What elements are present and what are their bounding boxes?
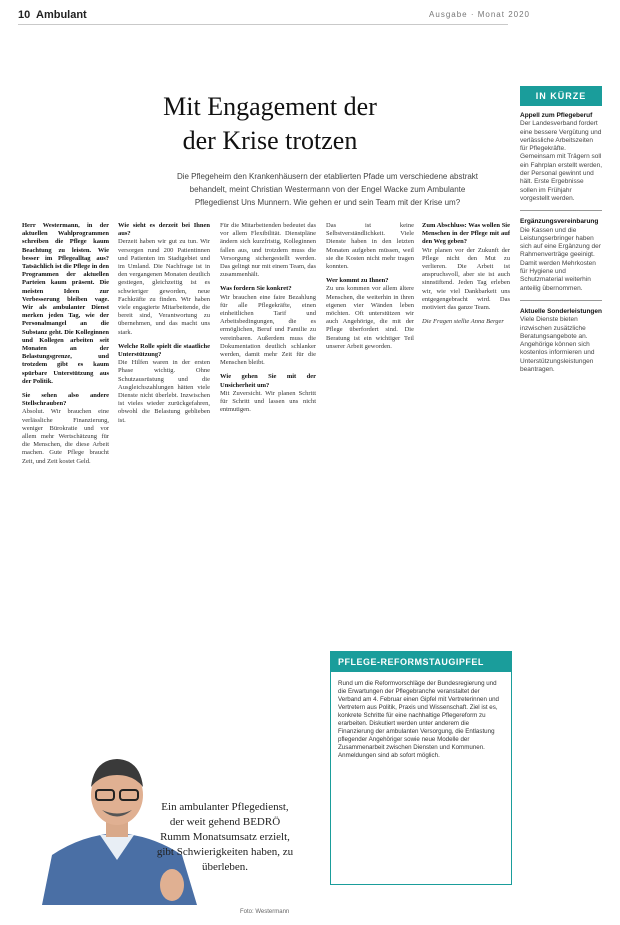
- answer: Wir planen vor der Zukunft der Pflege nicht den Mut zu verlieren. Die Arbeit ist anspruchsvoll, aber sie ist auch sinnstiftend. Jeden Tag erleben wir, wie viel Dankbarkeit uns entgegengebracht wird. Das motiviert das ganze Team.: [422, 246, 510, 312]
- article-column-2: [118, 222, 210, 642]
- answer: Zu uns kommen vor allem ältere Menschen, die weiterhin in ihren eigenen vier Wänden leben möchten. Oft unterstützen wir auch Angehörige, die mit der Pflege überfordert sind. Die Beratung ist ein wichtiger Teil unserer Arbeit geworden.: [326, 285, 414, 350]
- answer: Absolut. Wir brauchen eine verlässliche Finanzierung, weniger Bürokratie und vor allem mehr Wertschätzung für die Menschen, die diese Arbeit machen. Gute Pflege braucht Zeit, und Zeit kostet Geld.: [22, 408, 109, 465]
- answer: Derzeit haben wir gut zu tun. Wir versorgen rund 200 Patientinnen und Patienten im Stadtgebiet und im Umland. Die Nachfrage ist in den vergangenen Monaten deutlich gestiegen, gleichzeitig ist es schwieriger geworden, neue Fachkräfte zu finden. Wir haben viele engagierte Mitarbeitende, die bereit sind, Verantwortung zu übernehmen, und das macht uns stark.: [118, 238, 210, 336]
- sidebar-divider: [520, 210, 602, 211]
- interview-signature: Die Fragen stellte Anna Berger: [422, 318, 504, 326]
- answer: Wir brauchen eine faire Bezahlung für alle Pflegekräfte, einen einheitlichen Tarif und Arbeitsbedingungen, die es ermöglichen, Beruf und Familie zu vereinbaren. Außerdem muss die Dokumentation deutlich schlanker werden, damit mehr Zeit für die Menschen bleibt.: [220, 293, 316, 367]
- question: Zum Abschluss: Was wollen Sie Menschen in der Pflege mit auf den Weg geben?: [422, 222, 510, 246]
- article-column-4: [326, 222, 414, 642]
- question: Wie gehen Sie mit der Unsicherheit um?: [220, 373, 316, 389]
- info-box-body: Rund um die Reformvorschläge der Bundesregierung und die Erwartungen der Pflegebranche veranstaltet der Verband am 4. Februar einen Gipfel mit Vertreterinnen und Vertretern aus Politik, Praxis und Wissenschaft. Ziel ist es, konkrete Schritte für eine nachhaltige Pflegereform zu erarbeiten. Diskutiert werden unter anderem die Finanzierung der ambulanten Versorgung, die Entlastung pflegender Angehöriger sowie neue Modelle der Zusammenarbeit zwischen Diensten und Kommunen. Anmeldungen sind ab sofort möglich.: [338, 680, 499, 759]
- answer: Für die Mitarbeitenden bedeutet das vor allem Flexibilität. Dienstpläne ändern sich kurzfristig, Kolleginnen fallen aus, und trotzdem muss die Versorgung sichergestellt werden. Das gelingt nur mit einem Team, das zusammenhält.: [220, 222, 316, 279]
- sidebar-item: [520, 112, 602, 203]
- lead-text: Die Pflegeheim den Krankenhäusern der etablierten Pfade um verschiedene abstrakt behandelt, meint Christian Westermann von der Engel Wacke zum Ambulante Pflegedienst Uns Munnern. Wie gehen er und sein Team mit der Krise um?: [176, 172, 479, 207]
- page-number: 10: [18, 9, 31, 21]
- sidebar-heading: IN KÜRZE: [520, 86, 602, 106]
- question: Was fordern Sie konkret?: [220, 285, 292, 293]
- sidebar-item-text: Viele Dienste bieten inzwischen zusätzliche Beratungsangebote an. Angehörige können sich kostenlos informieren und Unterstützungsleistungen beantragen.: [520, 316, 595, 374]
- sidebar-item-title: Appell zum Pflegeberuf: [520, 112, 593, 119]
- sidebar-item-text: Die Kassen und die Leistungserbringer haben sich auf eine Ergänzung der Rahmenverträge geeinigt. Damit werden Mehrkosten für Hygiene und Schutzmaterial weiterhin anteilig übernommen.: [520, 226, 601, 292]
- sidebar-item: [520, 308, 602, 374]
- photo-quote: Ein ambulanter Pflegedienst, der weit gehend BEDRÖ Rumm Monatsumsatz erzielt, gibt Schwierigkeiten haben, zu überleben.: [156, 801, 294, 873]
- sidebar-item-title: Aktuelle Sonderleistungen: [520, 307, 602, 315]
- sidebar: [520, 86, 602, 374]
- headline-line-1: Mit Engagement der: [163, 92, 377, 121]
- article-column-5: [422, 222, 510, 642]
- photo-credit: Foto: Westermann: [240, 909, 290, 915]
- article-column-1: [22, 222, 109, 732]
- headline-line-2: der Krise trotzen: [182, 126, 358, 155]
- article-column-3: [220, 222, 316, 782]
- headline: [90, 90, 450, 158]
- question: Welche Rolle spielt die staatliche Unterstützung?: [118, 342, 210, 359]
- answer: Das ist keine Selbstverständlichkeit. Viele Dienste haben in den letzten Monaten aufgeben müssen, weil sie die Kosten nicht mehr tragen konnten.: [326, 222, 414, 271]
- question: Wie sieht es derzeit bei Ihnen aus?: [118, 222, 210, 238]
- question: Wer kommt zu Ihnen?: [326, 277, 389, 285]
- sidebar-item: [520, 218, 602, 293]
- header-divider: [18, 24, 508, 25]
- answer: Die Hilfen waren in der ersten Phase wichtig. Ohne Schutzausrüstung und die Ausgleichszahlungen hätten viele Dienste nicht überlebt. Inzwischen ist vieles wieder zurückgefahren, obwohl die Belastung geblieben ist.: [118, 359, 210, 424]
- issue-info: Ausgabe · Monat 2020: [429, 10, 530, 19]
- question: Sie sehen also andere Stellschrauben?: [22, 392, 109, 408]
- question: Herr Westermann, in der aktuellen Wahlprogrammen schreiben die Pflege kaum Beachtung zu leisten. Wie besser im Pflegealltag aus? Tatsächlich ist die Pflege in den Programmen der aktuellen Parteien kaum präsent. Die meisten Ideen zur Verbesserung bleiben vage. Wir als ambulanter Dienst merken jeden Tag, wie der Personalmangel an die Substanz geht. Die Kolleginnen und Kollegen arbeiten seit Monaten an der Belastungsgrenze, und trotzdem gibt es kaum spürbare Unterstützung aus der Politik.: [22, 222, 109, 385]
- sidebar-divider: [520, 300, 602, 301]
- section-name: Ambulant: [36, 9, 87, 21]
- sidebar-item-text: Der Landesverband fordert eine bessere Vergütung und verlässliche Arbeitszeiten für Pflegekräfte. Gemeinsam mit Trägern soll ein Fahrplan erstellt werden, der Personal gewinnt und hält. Erste Ergebnisse sollen im Frühjahr vorgestellt werden.: [520, 120, 603, 202]
- info-box: [330, 651, 512, 885]
- answer: Mit Zuversicht. Wir planen Schritt für Schritt und lassen uns nicht entmutigen.: [220, 389, 316, 414]
- info-box-title: PFLEGE-REFORMSTAUGIPFEL: [331, 652, 511, 672]
- sidebar-item-title: Ergänzungsvereinbarung: [520, 218, 599, 226]
